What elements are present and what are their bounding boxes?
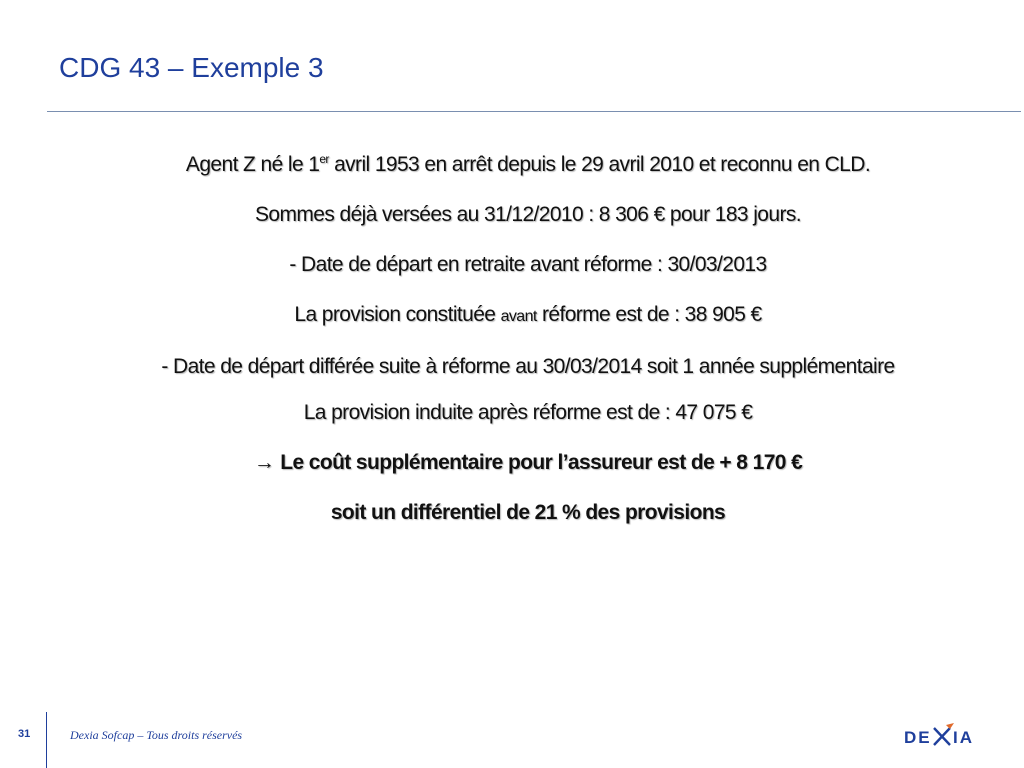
- arrow-right-icon: →: [253, 451, 275, 474]
- body-line-date-differee: - Date de départ différée suite à réforme au 30/03/2014 soit 1 année supplémentaire: [161, 355, 895, 378]
- provision-constituee-end: réforme est de : 38 905 €: [536, 303, 762, 326]
- slide-title: CDG 43 – Exemple 3: [59, 52, 324, 83]
- footer-copyright: Dexia Sofcap – Tous droits réservés: [70, 728, 243, 742]
- body-line-provision-constituee: [100, 302, 956, 330]
- svg-text:DE: DE: [904, 728, 932, 747]
- dexia-logo: [902, 722, 978, 748]
- body-line-provision-induite: La provision induite après réforme est de : 47 075 €: [303, 401, 753, 424]
- title-divider: [47, 111, 1021, 112]
- provision-constituee-start: La provision constituée: [294, 303, 501, 326]
- body-line-date-avant: - Date de départ en retraite avant réforme : 30/03/2013: [289, 253, 767, 276]
- page-number: 31: [18, 728, 31, 740]
- body-line-agent-end: avril 1953 en arrêt depuis le 29 avril 2010 et reconnu en CLD.: [328, 153, 871, 176]
- footer-divider: [46, 712, 47, 768]
- body-line-agent: [100, 152, 956, 178]
- svg-text:IA: IA: [953, 728, 974, 747]
- superscript-er: er: [319, 152, 329, 166]
- body-line-differentiel: soit un différentiel de 21 % des provisions: [330, 501, 726, 524]
- body-line-agent-start: Agent Z né le 1: [185, 153, 320, 176]
- provision-avant-word: avant: [500, 308, 537, 325]
- slide-body: [100, 152, 956, 550]
- body-line-cout-text: Le coût supplémentaire pour l’assureur est de + 8 170 €: [280, 451, 803, 474]
- body-line-sommes: Sommes déjà versées au 31/12/2010 : 8 306 € pour 183 jours.: [255, 203, 801, 226]
- body-line-cout: [100, 450, 956, 476]
